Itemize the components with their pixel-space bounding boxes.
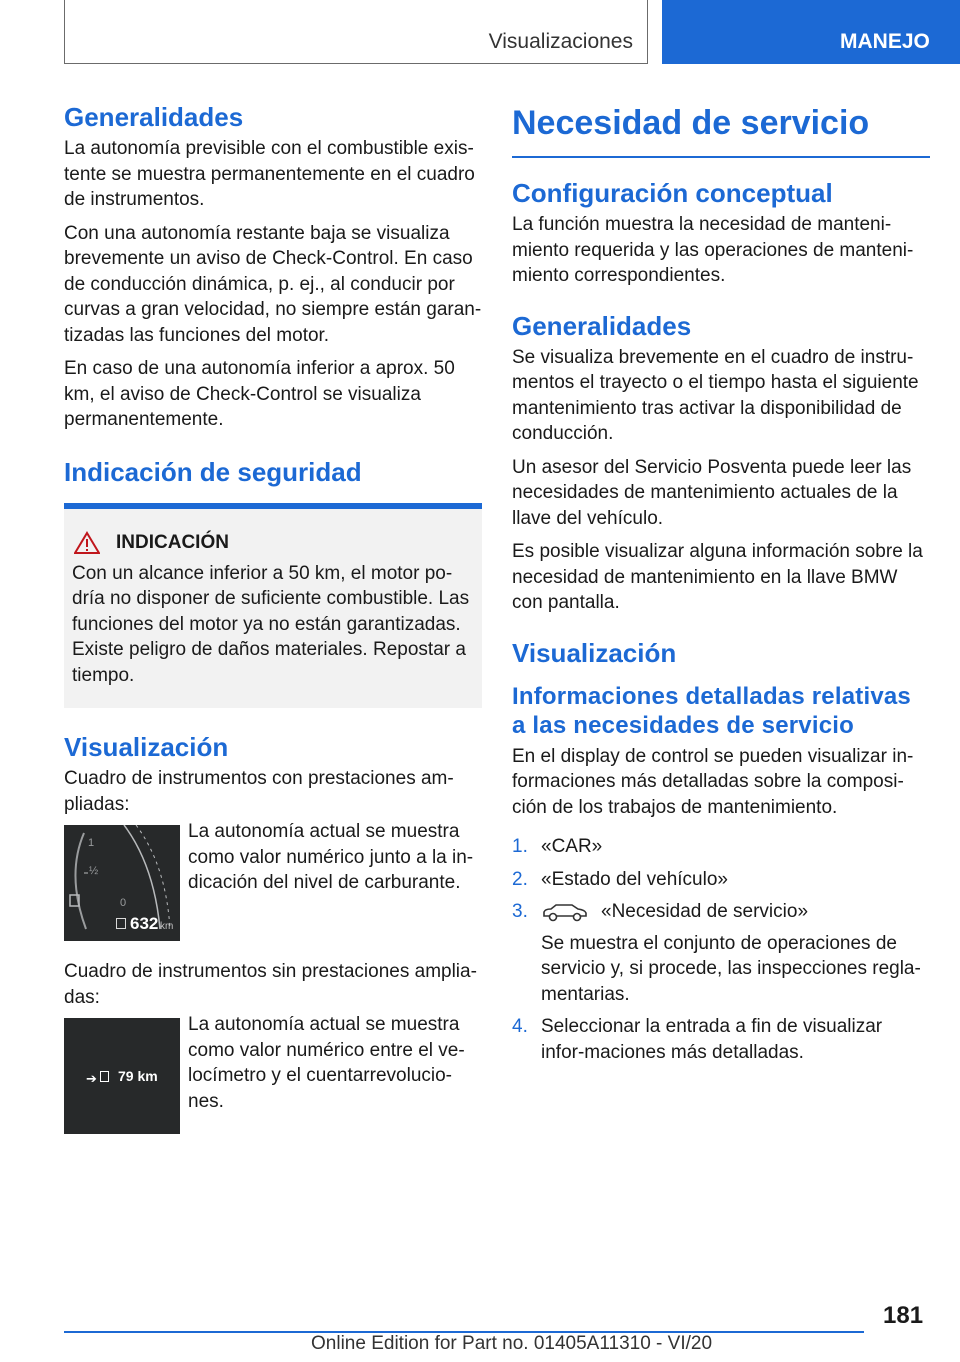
step-text[interactable]: «Estado del vehículo» xyxy=(541,868,728,890)
warning-text: Con un alcance inferior a 50 km, el motor po-dría no disponer de suficiente combustible. Las funciones del motor ya no están garantizadas. Existe peligro de daños materiales. Repostar a tiempo. xyxy=(72,562,470,686)
page-number: 181 xyxy=(883,1302,924,1329)
step-text[interactable]: «Necesidad de servicio» xyxy=(601,901,809,922)
step-text[interactable]: «CAR» xyxy=(541,836,603,857)
range-value: 79 km xyxy=(118,1068,158,1084)
list-item xyxy=(512,899,930,1007)
paragraph: Un asesor del Servicio Posventa puede leer las necesidades de mantenimiento actuales de la llave del vehículo. xyxy=(512,456,912,529)
generalidades-heading: Generalidades xyxy=(512,310,692,341)
step-number: 3. xyxy=(512,901,528,922)
header-chapter-tab[interactable]: MANEJO xyxy=(662,0,960,64)
list-item xyxy=(512,834,930,860)
visualizacion-heading: Visualización xyxy=(64,732,229,762)
fuel-pump-icon xyxy=(116,918,126,929)
step-number: 4. xyxy=(512,1016,528,1037)
warning-title xyxy=(72,531,474,555)
figure-row xyxy=(64,1014,482,1134)
info-heading: Informaciones detalladas relativas a las necesidades de servicio xyxy=(512,682,911,739)
header-section-title: Visualizaciones xyxy=(488,30,633,53)
warning-box xyxy=(64,509,482,709)
car-service-icon xyxy=(541,902,589,922)
fuel-pump-icon xyxy=(100,1071,109,1082)
right-column xyxy=(512,100,930,1072)
paragraph: Es posible visualizar alguna información sobre la necesidad de mantenimiento en la llave BMW con pantalla. xyxy=(512,541,923,613)
paragraph: En caso de una autonomía inferior a aprox. 50 km, el aviso de Check-Control se visualiza permanentemente. xyxy=(64,358,455,430)
figure-caption: La autonomía actual se muestra como valor numérico junto a la in-dicación del nivel de carburante. xyxy=(188,821,474,893)
figure-row xyxy=(64,821,482,941)
range-value: 632 xyxy=(130,914,159,933)
cluster-basic-image xyxy=(64,1018,180,1134)
paragraph: Se visualiza brevemente en el cuadro de instru-mentos el trayecto o el tiempo hasta el siguiente mantenimiento tras activar la disponibilidad de conducción. xyxy=(512,346,919,444)
seguridad-heading: Indicación de seguridad xyxy=(64,456,362,487)
concepto-heading: Configuración conceptual xyxy=(512,178,833,208)
servicio-heading: Necesidad de servicio xyxy=(512,104,870,142)
list-item xyxy=(512,1014,930,1065)
warning-label: INDICACIÓN xyxy=(116,531,229,553)
divider xyxy=(512,156,930,158)
paragraph: La función muestra la necesidad de manteni-miento requerida y las operaciones de manteni-miento correspondientes. xyxy=(512,214,914,286)
visualizacion-heading: Visualización xyxy=(512,637,677,668)
paragraph: Cuadro de instrumentos sin prestaciones amplia-das: xyxy=(64,961,477,1008)
step-number: 1. xyxy=(512,836,528,857)
paragraph: Con una autonomía restante baja se visualiza brevemente un aviso de Check-Control. En caso de conducción dinámica, p. ej., al conducir por curvas a gran velocidad, no siempre están garan-tizadas las funciones del motor. xyxy=(64,222,482,346)
list-item xyxy=(512,867,930,893)
steps-list xyxy=(512,834,930,1065)
paragraph: La autonomía previsible con el combustible exis-tente se muestra permanentemente en el cuadro de instrumentos. xyxy=(64,138,475,210)
range-unit: km xyxy=(160,921,174,932)
header-section-box xyxy=(64,0,648,64)
fuel-tick-1: 1 xyxy=(88,837,95,849)
step-text: Seleccionar la entrada a fin de visualizar infor-maciones más detalladas. xyxy=(541,1016,883,1063)
step-body xyxy=(541,899,930,1007)
fuel-arrow-icon: ➔ xyxy=(86,1071,97,1086)
fuel-tick-0: 0 xyxy=(120,897,127,909)
step-number: 2. xyxy=(512,868,528,890)
figure-caption: La autonomía actual se muestra como valor numérico entre el ve-locímetro y el cuentarrevolucio-nes. xyxy=(188,1014,465,1112)
cluster-extended-image xyxy=(64,825,180,941)
paragraph: Cuadro de instrumentos con prestaciones am-pliadas: xyxy=(64,768,454,815)
left-column xyxy=(64,100,482,1152)
generalidades-heading: Generalidades xyxy=(64,102,244,132)
footer-edition: Online Edition for Part no. 01405A11310 - VI/20 xyxy=(311,1333,713,1354)
fuel-tick-half: ½ xyxy=(89,865,99,877)
warning-triangle-icon xyxy=(74,531,100,555)
paragraph: En el display de control se pueden visualizar in-formaciones más detalladas sobre la composi-ción de los trabajos de mantenimiento. xyxy=(512,745,914,818)
step-subtext: Se muestra el conjunto de operaciones de servicio y, si procede, las inspecciones regla-mentarias. xyxy=(541,932,921,1005)
